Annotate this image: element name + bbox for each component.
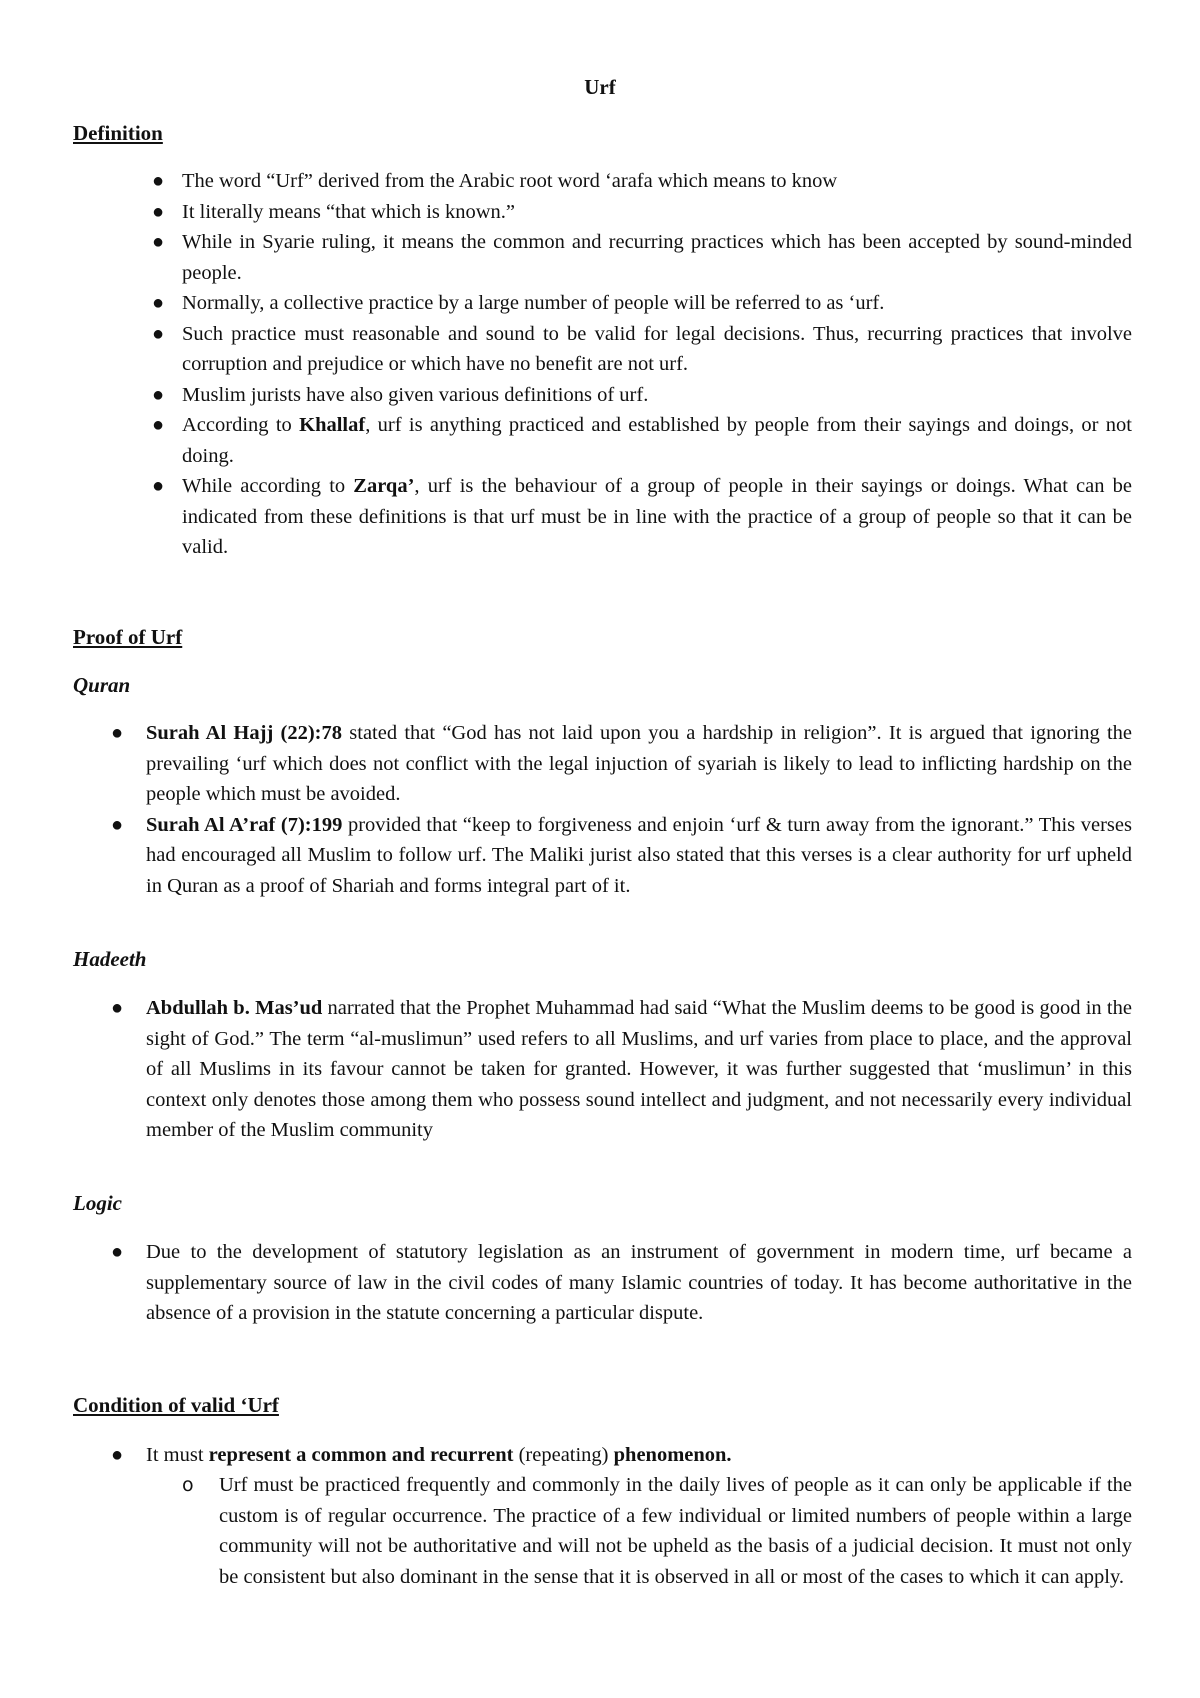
logic-list: [111, 1237, 1132, 1329]
bullet-icon: ●: [111, 1241, 124, 1263]
bullet-icon: ●: [152, 200, 165, 223]
bullet-icon: ●: [111, 813, 124, 836]
khallaf-name: Khallaf: [299, 414, 366, 436]
bullet-icon: ●: [152, 292, 165, 314]
hadeeth-list: [111, 993, 1132, 1146]
definition-list: [152, 166, 1132, 563]
document-title: Urf: [584, 75, 616, 99]
list-item: ● Normally, a collective practice by a large number of people will be referred to as ‘urf.: [182, 288, 1132, 319]
list-item: ● It literally means “that which is known.”: [182, 197, 1132, 228]
list-item: ● According to Khallaf, urf is anything practiced and established by people from their sayings and doings, or not doing.: [182, 410, 1132, 471]
logic-subheading: Logic: [73, 1191, 122, 1215]
surah-araf-ref: Surah Al A’raf (7):199: [146, 813, 343, 836]
bullet-icon: ●: [152, 475, 165, 497]
list-item: ● Muslim jurists have also given various definitions of urf.: [182, 380, 1132, 411]
narrator-name: Abdullah b. Mas’ud: [146, 997, 323, 1019]
bullet-icon: ●: [152, 383, 165, 406]
condition-sublist: [182, 1470, 1132, 1592]
proof-heading: Proof of Urf: [73, 625, 183, 649]
condition-heading: Condition of valid ‘Urf: [73, 1393, 279, 1417]
zarqa-name: Zarqa’: [353, 475, 415, 497]
quran-subheading: Quran: [73, 673, 131, 697]
list-item: ● Such practice must reasonable and sound to be valid for legal decisions. Thus, recurring practices that involve corruption and prejudice or which have no benefit are not urf.: [182, 319, 1132, 380]
list-item: o Urf must be practiced frequently and commonly in the daily lives of people as it can only be applicable if the custom is of regular occurrence. The practice of a few individual or limited numbers of people within a large community will not be authoritative and will not be upheld as the basis of a judicial decision. It must not only be consistent but also dominant in the sense that it is observed in all or most of the cases to which it can apply.: [219, 1470, 1132, 1592]
surah-hajj-ref: Surah Al Hajj (22):78: [146, 722, 343, 744]
bullet-icon: ●: [111, 1444, 124, 1466]
list-item: ● While in Syarie ruling, it means the common and recurring practices which has been accepted by sound-minded people.: [182, 227, 1132, 288]
quran-list: [111, 718, 1132, 901]
bullet-icon: ●: [152, 322, 165, 345]
list-item: ● It must represent a common and recurrent (repeating) phenomenon.: [146, 1440, 1132, 1471]
list-item: ● Surah Al A’raf (7):199 provided that “keep to forgiveness and enjoin ‘urf & turn away from the ignorant.” This verses had encouraged all Muslim to follow urf. The Maliki jurist also stated that this verses is a clear authority for urf upheld in Quran as a proof of Shariah and forms integral part of it.: [146, 810, 1132, 902]
list-item: ● The word “Urf” derived from the Arabic root word ‘arafa which means to know: [182, 166, 1132, 197]
list-item: ● Due to the development of statutory legislation as an instrument of government in modern time, urf became a supplementary source of law in the civil codes of many Islamic countries of today. It has become authoritative in the absence of a provision in the statute concerning a particular dispute.: [146, 1237, 1132, 1329]
circle-bullet-icon: o: [182, 1474, 194, 1496]
condition-list: [111, 1440, 1132, 1471]
list-item: ● While according to Zarqa’, urf is the behaviour of a group of people in their sayings or doings. What can be indicated from these definitions is that urf must be in line with the practice of a group of people so that it can be valid.: [182, 471, 1132, 563]
definition-heading: Definition: [73, 121, 163, 145]
bullet-icon: ●: [152, 414, 165, 436]
bullet-icon: ●: [152, 231, 165, 253]
hadeeth-subheading: Hadeeth: [73, 947, 147, 971]
list-item: ● Surah Al Hajj (22):78 stated that “God has not laid upon you a hardship in religion”. It is argued that ignoring the prevailing ‘urf which does not conflict with the legal injuction of syariah is likely to lead to inflicting hardship on the people which must be avoided.: [146, 718, 1132, 810]
bullet-icon: ●: [152, 170, 165, 192]
list-item: ● Abdullah b. Mas’ud narrated that the Prophet Muhammad had said “What the Muslim deems to be good is good in the sight of God.” The term “al-muslimun” used refers to all Muslims, and urf varies from place to place, and the approval of all Muslims in its favour cannot be taken for granted. However, it was further suggested that ‘muslimun’ in this context only denotes those among them who possess sound intellect and judgment, and not necessarily every individual member of the Muslim community: [146, 993, 1132, 1146]
bullet-icon: ●: [111, 997, 124, 1019]
bullet-icon: ●: [111, 722, 124, 744]
